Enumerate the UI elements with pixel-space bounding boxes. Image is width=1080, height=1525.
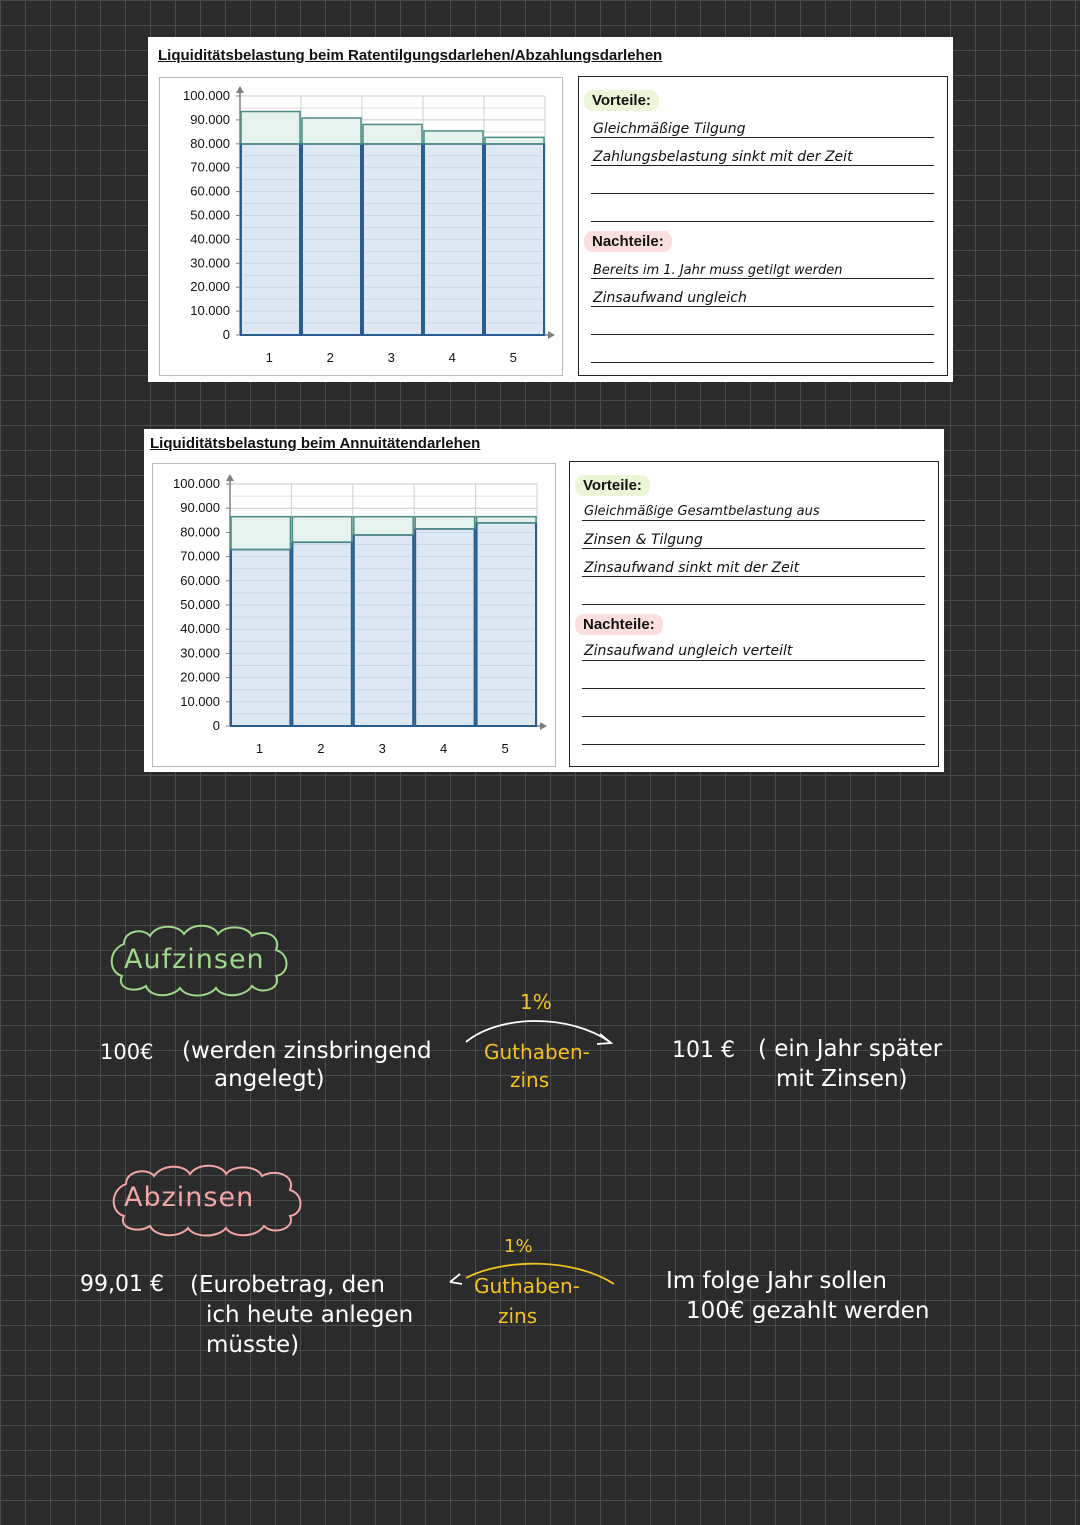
y-tick-label: 50.000 <box>180 597 220 612</box>
bar-base <box>231 549 290 726</box>
ratentilgung-card <box>148 37 953 382</box>
vorteil-item: Zahlungsbelastung sinkt mit der Zeit <box>593 149 853 165</box>
bar-base <box>415 529 474 726</box>
rule <box>591 306 934 307</box>
rule <box>591 221 934 222</box>
nachteil-item: Bereits im 1. Jahr muss getilgt werden <box>593 263 843 278</box>
aufzinsen-right-amount: 101 € <box>672 1038 735 1063</box>
rule <box>582 716 925 717</box>
aufzinsen-rate: 1% <box>520 990 552 1014</box>
y-tick-label: 60.000 <box>190 183 230 199</box>
x-tick-label: 2 <box>326 350 334 365</box>
y-tick-label: 0 <box>212 718 220 733</box>
y-tick-label: 60.000 <box>180 572 220 588</box>
x-tick-label: 1 <box>265 350 273 365</box>
abzinsen-left-note: (Eurobetrag, den <box>190 1272 385 1298</box>
annuitaeten-chart <box>153 464 555 766</box>
bar-top <box>354 517 413 535</box>
abzinsen-heading: Abzinsen <box>124 1182 255 1213</box>
vorteil-item: Gleichmäßige Tilgung <box>593 121 746 137</box>
nachteile-label: Nachteile: <box>584 231 672 252</box>
bar-top <box>292 517 351 542</box>
y-tick-label: 90.000 <box>190 111 230 127</box>
y-tick-label: 100.000 <box>173 476 220 491</box>
rule <box>582 688 925 689</box>
y-axis-arrow <box>236 86 244 93</box>
y-tick-label: 10.000 <box>180 693 220 709</box>
abzinsen-right-note: 100€ gezahlt werden <box>686 1298 930 1324</box>
vorteile-label: Vorteile: <box>575 475 650 496</box>
abzinsen-arrow-label: Guthaben- <box>474 1274 580 1298</box>
aufzinsen-arrow-label: Guthaben- <box>484 1040 590 1064</box>
y-tick-label: 30.000 <box>190 255 230 271</box>
ratentilgung-chart <box>160 78 562 375</box>
x-axis-arrow <box>540 722 547 730</box>
y-tick-label: 20.000 <box>180 669 220 685</box>
rule <box>591 334 934 335</box>
y-tick-label: 80.000 <box>190 135 230 151</box>
nachteil-item: Zinsaufwand ungleich verteilt <box>584 643 793 659</box>
y-axis-arrow <box>226 474 234 481</box>
aufzinsen-arrow-label: zins <box>510 1068 550 1092</box>
bar-top <box>424 131 483 144</box>
abzinsen-rate: 1% <box>504 1236 533 1257</box>
rule <box>591 165 934 166</box>
x-tick-label: 3 <box>387 350 395 365</box>
x-tick-label: 5 <box>501 741 509 756</box>
bar-base <box>292 542 351 726</box>
vorteil-item: Gleichmäßige Gesamtbelastung aus <box>584 504 820 519</box>
bar-top <box>302 118 361 144</box>
x-tick-label: 1 <box>255 741 264 756</box>
rule <box>582 520 925 521</box>
ratentilgung-title: Liquiditätsbelastung beim Ratentilgungsdarlehen/Abzahlungsdarlehen <box>158 47 663 64</box>
y-tick-label: 80.000 <box>180 524 220 540</box>
y-tick-label: 0 <box>222 327 230 342</box>
bar-top <box>485 137 544 143</box>
x-tick-label: 3 <box>378 741 386 756</box>
vorteil-item: Zinsen & Tilgung <box>584 532 703 548</box>
rule <box>591 362 934 363</box>
rule <box>582 744 925 745</box>
aufzinsen-left-note: angelegt) <box>214 1066 325 1092</box>
y-tick-label: 10.000 <box>190 303 230 319</box>
y-tick-label: 100.000 <box>183 88 230 103</box>
bar-top <box>415 517 474 529</box>
y-tick-label: 70.000 <box>190 159 230 175</box>
abzinsen-arrow-label: zins <box>498 1304 538 1328</box>
vorteile-label: Vorteile: <box>584 90 659 111</box>
x-tick-label: 4 <box>440 741 448 756</box>
annuitaeten-title: Liquiditätsbelastung beim Annuitätendarlehen <box>150 435 481 452</box>
annuitaeten-notes <box>569 461 939 767</box>
rule <box>582 660 925 661</box>
rule <box>582 604 925 605</box>
y-tick-label: 50.000 <box>190 207 230 223</box>
bar-top <box>241 112 300 144</box>
x-tick-label: 4 <box>448 350 456 365</box>
rule <box>582 576 925 577</box>
bar-top <box>231 517 290 550</box>
y-tick-label: 90.000 <box>180 500 220 516</box>
y-tick-label: 30.000 <box>180 645 220 661</box>
ratentilgung-chart-frame <box>159 77 563 376</box>
bar-top <box>477 517 536 523</box>
rule <box>582 548 925 549</box>
ratentilgung-notes <box>578 76 948 376</box>
aufzinsen-left-note: (werden zinsbringend <box>182 1038 432 1064</box>
bar-top <box>363 124 422 143</box>
aufzinsen-heading: Aufzinsen <box>124 944 265 975</box>
abzinsen-right-note: Im folge Jahr sollen <box>666 1268 887 1294</box>
y-tick-label: 40.000 <box>190 231 230 247</box>
x-axis-arrow <box>548 331 555 339</box>
nachteile-label: Nachteile: <box>575 614 663 635</box>
rule <box>591 278 934 279</box>
y-tick-label: 40.000 <box>180 621 220 637</box>
abzinsen-left-note: müsste) <box>206 1332 300 1358</box>
abzinsen-left-amount: 99,01 € <box>80 1272 164 1297</box>
bar-base <box>354 535 413 726</box>
annuitaeten-chart-frame <box>152 463 556 767</box>
y-tick-label: 20.000 <box>190 279 230 295</box>
nachteil-item: Zinsaufwand ungleich <box>593 290 747 306</box>
abzinsen-left-note: ich heute anlegen <box>206 1302 414 1328</box>
annuitaeten-card <box>144 429 944 772</box>
vorteil-item: Zinsaufwand sinkt mit der Zeit <box>584 560 800 576</box>
x-tick-label: 2 <box>317 741 325 756</box>
aufzinsen-left-amount: 100€ <box>100 1040 154 1064</box>
rule <box>591 137 934 138</box>
aufzinsen-right-note: mit Zinsen) <box>776 1066 908 1092</box>
y-tick-label: 70.000 <box>180 548 220 564</box>
rule <box>591 193 934 194</box>
aufzinsen-right-note: ( ein Jahr später <box>758 1036 943 1062</box>
bar-base <box>477 523 536 726</box>
x-tick-label: 5 <box>509 350 517 365</box>
